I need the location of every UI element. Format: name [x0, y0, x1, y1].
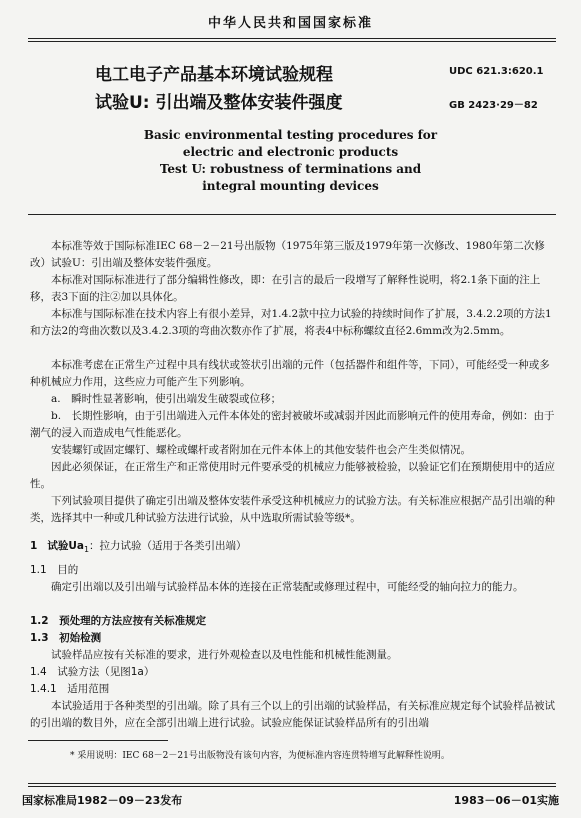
intro-paragraph-7: 下列试验项目提供了确定引出端及整体安装件承受这种机械应力的试验方法。有关标准应根据产品引出端的种类，选择其中一种或几种试验方法进行试验，从中选取所需试验等级*。 — [30, 495, 555, 524]
intro-paragraph-1: 本标准等效于国际标准IEC 68－2－21号出版物（1975年第三版及1979年第一次修改、1980年第二次修改）试验U：引出端及整体安装件强度。 — [30, 240, 545, 269]
intro-paragraph-6: 因此必须保证，在正常生产和正常使用时元件要承受的机械应力能够被检验，以验证它们在预期使用中的适应性。 — [30, 461, 555, 490]
title-english-line3: Test U: robustness of terminations and — [159, 162, 422, 176]
issue-date: 国家标准局1982－09－23发布 — [22, 794, 183, 807]
intro-paragraph-3: 本标准与国际标准在技术内容上有很小差异，对1.4.2款中拉力试验的持续时间作了扩展，3.4.2.2项的方法1和方法2的弯曲次数以及3.4.2.3项的弯曲次数亦作了扩展，将表4中标称螺纹直径2.6mm改为2.5mm。 — [30, 308, 552, 337]
udc-code: UDC 621.3:620.1 — [449, 66, 544, 77]
intro-paragraph-2: 本标准对国际标准进行了部分编辑性修改，即：在引言的最后一段增写了解释性说明，将2.1条下面的注上移，表3下面的注②加以具体化。 — [30, 274, 541, 303]
intro-paragraph-5: 安装螺钉或固定螺钉、螺栓或螺杆或者附加在元件本体上的其他安装件也会产生类似情况。 — [51, 444, 471, 456]
section-1-2-heading: 1.2 预处理的方法应按有关标准规定 — [30, 615, 207, 627]
title-divider — [28, 214, 556, 215]
footer-divider — [28, 783, 556, 787]
section-1-4-heading: 1.4 试验方法（见图1a） — [30, 666, 155, 678]
section-1-number: 1 — [30, 540, 38, 552]
section-1-3-heading: 1.3 初始检测 — [30, 632, 102, 644]
item-a: a. 瞬时性显著影响，使引出端发生破裂或位移； — [51, 393, 282, 405]
section-1-4-1-text: 本试验适用于各种类型的引出端。除了具有三个以上的引出端的试验样品，有关标准应规定每个试验样品被试的引出端的数目外，应在全部引出端上进行试验。试验应能保证试验样品所有的引出端 — [30, 700, 555, 729]
effective-date: 1983－06－01实施 — [453, 794, 559, 807]
title-english-line4: integral mounting devices — [202, 179, 379, 193]
section-1-title-b: ：拉力试验（适用于各类引出端） — [89, 540, 247, 552]
section-1-1-heading: 1.1 目的 — [30, 564, 79, 576]
title-chinese-line1: 电工电子产品基本环境试验规程 — [95, 65, 333, 85]
section-1-heading — [30, 538, 555, 558]
title-chinese-line2: 试验U: 引出端及整体安装件强度 — [95, 93, 343, 113]
title-english-line2: electric and electronic products — [182, 145, 399, 159]
header-divider — [28, 38, 556, 42]
intro-paragraph-4: 本标准考虑在正常生产过程中具有线状或签状引出端的元件（包括器件和组件等，下同），可能经受一种或多种机械应力作用，这些应力可能产生下列影响。 — [30, 359, 550, 388]
section-1-4-1-heading: 1.4.1 适用范围 — [30, 683, 110, 695]
section-1-title-sub: 1 — [83, 545, 90, 555]
gb-code: GB 2423·29－82 — [449, 100, 538, 111]
footnote: * 采用说明：IEC 68－2－21号出版物没有该句内容，为便标准内容连贯特增写此解释性说明。 — [70, 751, 450, 761]
standard-organization-header: 中华人民共和国国家标准 — [207, 16, 373, 31]
footnote-divider — [28, 740, 168, 741]
title-english-line1: Basic environmental testing procedures for — [143, 128, 438, 142]
section-1-title-a: 试验Ua — [47, 540, 84, 552]
section-1-3-text: 试验样品应按有关标准的要求，进行外观检查以及电性能和机械性能测量。 — [51, 649, 398, 661]
section-1-1-text: 确定引出端以及引出端与试验样品本体的连接在正常装配或修理过程中，可能经受的轴向拉力的能力。 — [51, 581, 524, 593]
item-b: b. 长期性影响，由于引出端进入元件本体处的密封被破坏或减弱并因此而影响元件的使用寿命，例如：由于潮气的浸入而造成电气性能恶化。 — [30, 410, 555, 439]
